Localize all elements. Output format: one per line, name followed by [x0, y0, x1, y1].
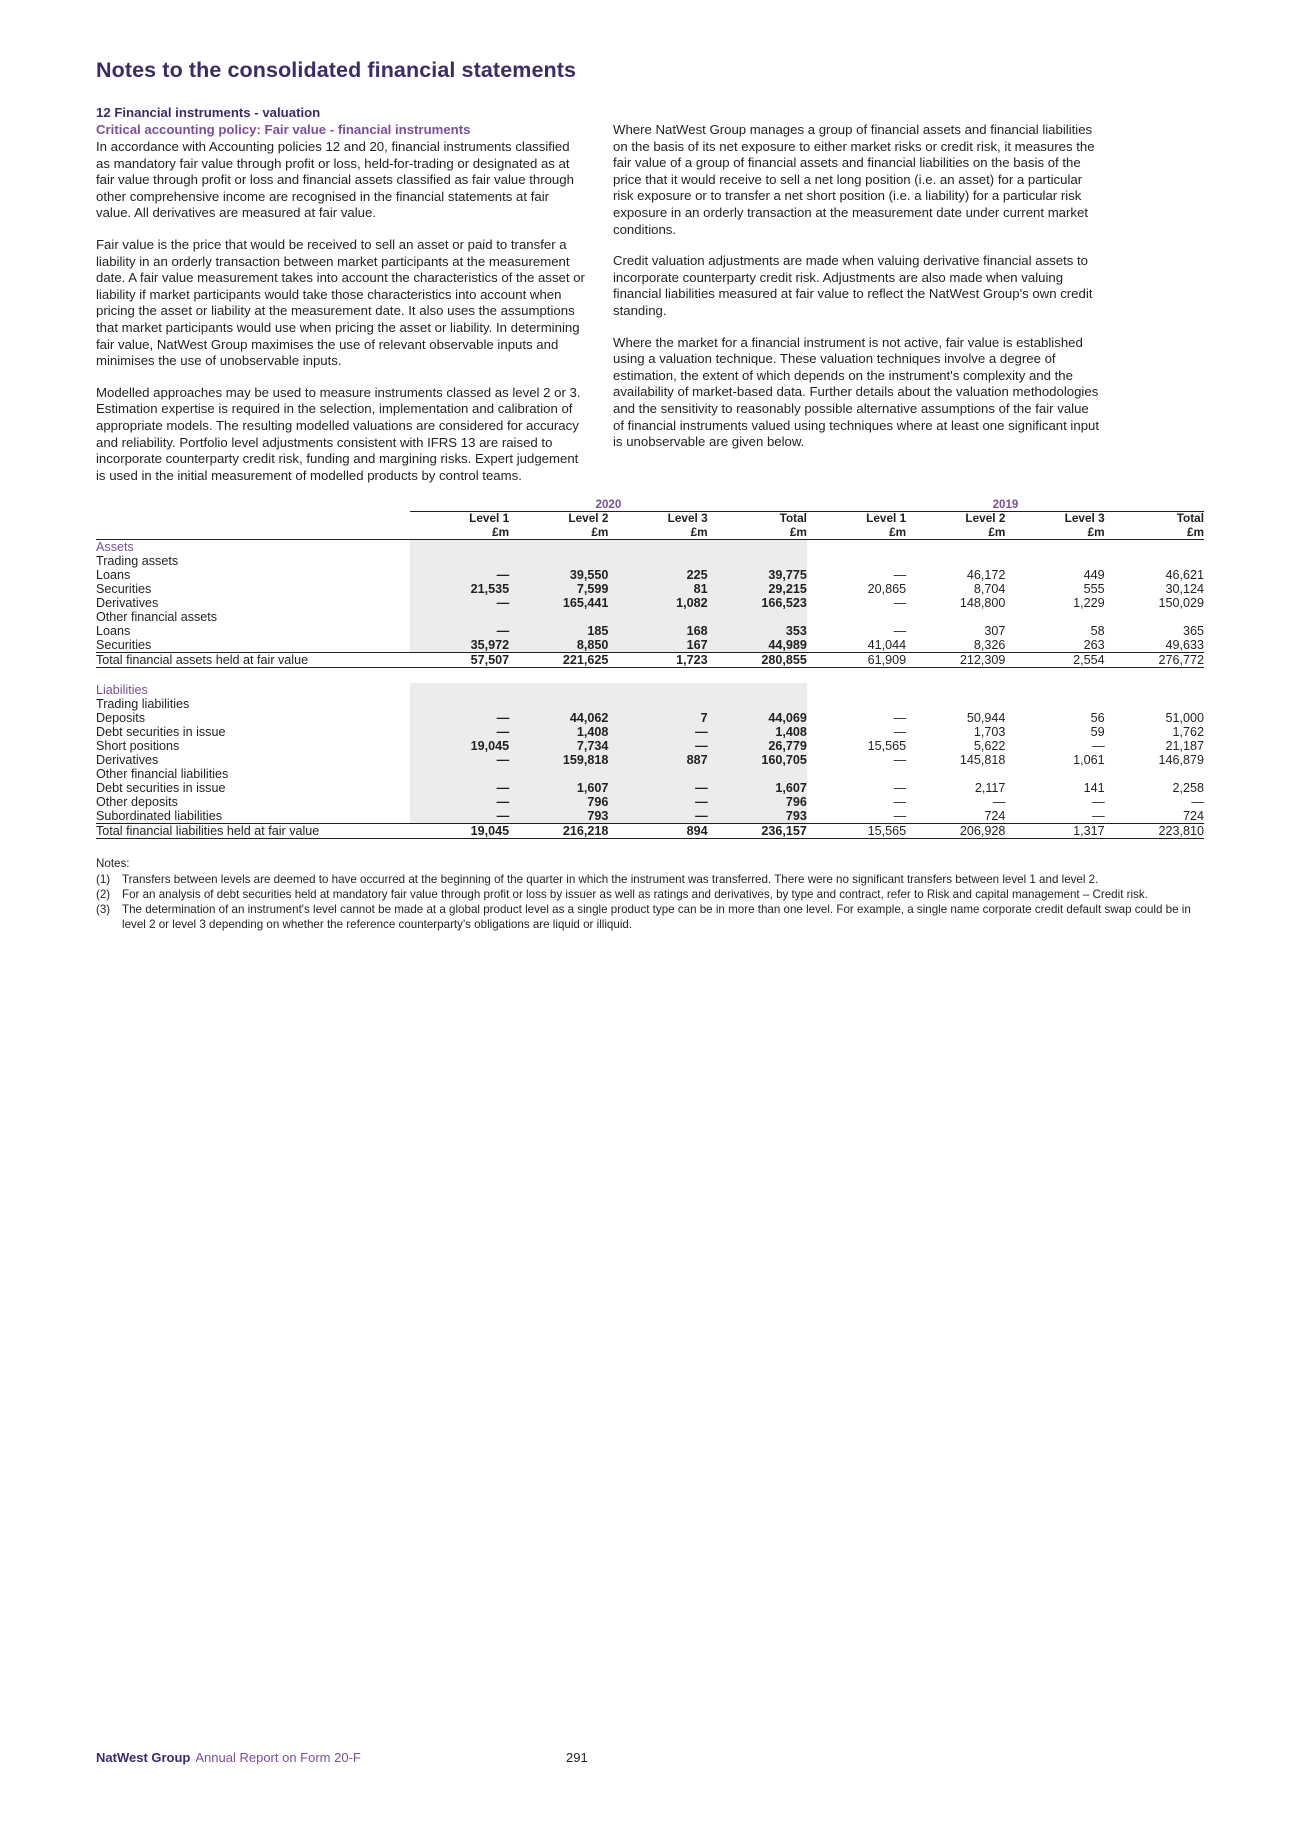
cell: — — [893, 781, 907, 796]
left-column — [96, 122, 585, 484]
page-title: Notes to the consolidated financial statements — [96, 58, 577, 82]
section-subheading: Critical accounting policy: Fair value - financial instruments — [96, 122, 471, 137]
cell: — — [893, 568, 907, 583]
table-section-title-row — [96, 683, 1204, 697]
cell: — — [893, 624, 907, 639]
row-label: Other financial liabilities — [96, 767, 229, 782]
cell: 167 — [608, 638, 707, 653]
cell — [410, 554, 509, 568]
cell: 1,607 — [708, 781, 807, 795]
cell: — — [410, 795, 509, 809]
row-label: Loans — [96, 568, 131, 583]
cell — [807, 767, 906, 781]
cell: 449 — [1083, 568, 1105, 583]
cell — [906, 697, 1005, 711]
total-label: Total financial assets held at fair value — [96, 653, 309, 668]
cell: — — [893, 725, 907, 740]
table-section-title-row — [96, 540, 1204, 555]
total-cell: 894 — [686, 824, 708, 839]
empty-cell — [807, 540, 906, 555]
table-row — [96, 725, 1204, 739]
spacer-cell — [906, 668, 1005, 684]
cell — [410, 767, 509, 781]
cell: 1,607 — [509, 781, 608, 795]
cell: 166,523 — [708, 596, 807, 610]
cell: 8,326 — [973, 638, 1006, 653]
cell: 1,082 — [608, 596, 707, 610]
right-paragraph-2: Credit valuation adjustments are made when valuing derivative financial assets to incorporate counterparty credit risk. Adjustments are also made when valuing financial liabilities measured at fair value to reflect the NatWest Group's own credit standing. — [613, 253, 1093, 318]
table-row — [96, 809, 1204, 824]
cell: 56 — [1090, 711, 1105, 726]
spacer-cell — [410, 668, 509, 684]
cell: — — [608, 809, 707, 824]
cell: — — [410, 753, 509, 767]
cell: 19,045 — [410, 739, 509, 753]
footnote-number: (1) — [96, 872, 111, 886]
cell: 29,215 — [708, 582, 807, 596]
table-column-header-row — [96, 512, 1204, 526]
cell — [608, 610, 707, 624]
cell — [608, 767, 707, 781]
page-footer — [96, 1750, 1204, 1765]
footnote-item — [96, 873, 1204, 887]
footnote-item — [96, 903, 1204, 932]
total-cell: 19,045 — [470, 824, 510, 839]
shade-cell — [708, 683, 807, 697]
col-header-2020-total: Total — [779, 511, 807, 526]
year-header-2020: 2020 — [410, 498, 807, 512]
footnotes — [96, 857, 1204, 932]
row-label: Derivatives — [96, 596, 159, 611]
col-header-2019-total: Total — [1176, 511, 1204, 526]
cell: 49,633 — [1165, 638, 1204, 653]
left-paragraph-3: Modelled approaches may be used to measure instruments classed as level 2 or 3. Estimation expertise is required in the selection, implementation and calibration of appropriate models. The resulting modelled valuations are considered for accuracy and reliability. Portfolio level adjustments consistent with IFRS 13 are raised to incorporate counterparty credit risk, funding and margining risks. Expert judgement is used in the initial measurement of modelled products by control teams. — [96, 384, 581, 483]
cell: 365 — [1182, 624, 1204, 639]
cell: — — [410, 624, 509, 638]
table-row — [96, 554, 1204, 568]
shade-cell — [608, 683, 707, 697]
cell: 44,069 — [708, 711, 807, 725]
cell: 39,775 — [708, 568, 807, 582]
table-row — [96, 582, 1204, 596]
cell: — — [410, 809, 509, 824]
cell: — — [608, 739, 707, 753]
cell — [1005, 697, 1104, 711]
cell: 35,972 — [410, 638, 509, 653]
total-cell: 57,507 — [470, 653, 510, 668]
cell: 7,734 — [509, 739, 608, 753]
cell: — — [410, 596, 509, 610]
cell: — — [1092, 739, 1105, 754]
cell: 353 — [708, 624, 807, 638]
unit-2020-total: £m — [789, 524, 807, 539]
cell: 8,850 — [509, 638, 608, 653]
total-cell: 276,772 — [1158, 653, 1204, 668]
cell: 555 — [1083, 582, 1105, 597]
cell: 21,187 — [1165, 739, 1204, 754]
cell — [509, 554, 608, 568]
right-paragraph-3: Where the market for a financial instrument is not active, fair value is established using a valuation technique. These valuation techniques involve a degree of estimation, the extent of which depends on the instrument's complexity and the availability of market-based data. Further details about the valuation methodologies and the sensitivity to reasonably possible alternative assumptions of the fair value of financial instruments valued using techniques where at least one significant input is unobservable are given below. — [613, 334, 1100, 450]
cell — [509, 610, 608, 624]
footnote-text: Transfers between levels are deemed to have occurred at the beginning of the quarter in which the instrument was transferred. There were no significant transfers between level 1 and level 2. — [122, 872, 1099, 886]
empty-cell — [906, 540, 1005, 555]
footnote-text: For an analysis of debt securities held at mandatory fair value through profit or loss by issuer as well as ratings and derivatives, by type and contract, refer to Risk and capital management – Credit risk. — [122, 887, 1148, 901]
cell: — — [893, 809, 907, 824]
cell — [509, 767, 608, 781]
cell — [509, 697, 608, 711]
cell — [807, 554, 906, 568]
table-year-header-row — [96, 498, 1204, 512]
row-label: Short positions — [96, 739, 180, 754]
year-header-spacer — [96, 498, 410, 512]
cell: — — [893, 753, 907, 768]
unit-2020-level1: £m — [492, 524, 510, 539]
total-cell: 216,218 — [562, 824, 609, 839]
cell — [1005, 767, 1104, 781]
col-header-2020-level2: Level 2 — [568, 511, 609, 526]
row-label: Loans — [96, 624, 131, 639]
table-row — [96, 610, 1204, 624]
table-row — [96, 638, 1204, 653]
cell: — — [893, 711, 907, 726]
cell — [906, 554, 1005, 568]
cell: 796 — [708, 795, 807, 809]
cell: 1,408 — [708, 725, 807, 739]
cell — [410, 697, 509, 711]
total-cell: 212,309 — [959, 653, 1006, 668]
col-header-spacer — [96, 512, 410, 526]
cell: — — [1092, 795, 1105, 810]
cell: 148,800 — [959, 596, 1006, 611]
total-cell: 236,157 — [761, 824, 807, 839]
cell — [1105, 610, 1204, 624]
row-label: Debt securities in issue — [96, 725, 226, 740]
cell: 15,565 — [867, 739, 907, 754]
cell — [1105, 554, 1204, 568]
cell — [608, 554, 707, 568]
cell: 26,779 — [708, 739, 807, 753]
table-row — [96, 596, 1204, 610]
cell: 30,124 — [1165, 582, 1204, 597]
row-label: Trading assets — [96, 554, 179, 569]
shade-cell — [410, 683, 509, 697]
section-title-liabilities: Liabilities — [96, 683, 148, 698]
total-cell: 15,565 — [867, 824, 907, 839]
table-row — [96, 624, 1204, 638]
table-spacer-row — [96, 668, 1204, 684]
cell: 145,818 — [959, 753, 1006, 768]
cell: 168 — [608, 624, 707, 638]
section-heading: 12 Financial instruments - valuation — [96, 105, 321, 120]
spacer-cell — [1105, 668, 1204, 684]
footnote-text: The determination of an instrument's level cannot be made at a global product level as a single product type can be in more than one level. For example, a single name corporate credit default swap could be in level 2 or level 3 depending on whether the reference counterparty's obligations are liquid or illiquid. — [122, 903, 1191, 931]
two-column-body — [96, 122, 1204, 484]
cell: 5,622 — [973, 739, 1006, 754]
total-cell: 223,810 — [1158, 824, 1204, 839]
cell: 2,117 — [974, 781, 1006, 796]
cell: 21,535 — [410, 582, 509, 596]
cell: 887 — [608, 753, 707, 767]
year-header-2019: 2019 — [807, 498, 1204, 512]
spacer-cell — [1005, 668, 1104, 684]
cell: 59 — [1090, 725, 1105, 740]
unit-2019-total: £m — [1186, 524, 1204, 539]
footnote-number: (3) — [96, 903, 111, 917]
col-header-2019-level2: Level 2 — [965, 511, 1006, 526]
shade-cell — [509, 683, 608, 697]
spacer-cell — [807, 668, 906, 684]
cell: 1,762 — [1172, 725, 1204, 740]
cell: 165,441 — [509, 596, 608, 610]
cell — [708, 554, 807, 568]
table-row — [96, 753, 1204, 767]
cell — [1005, 554, 1104, 568]
cell: 307 — [984, 624, 1006, 639]
cell — [608, 697, 707, 711]
cell: 2,258 — [1172, 781, 1204, 796]
row-label: Other deposits — [96, 795, 178, 810]
cell: 46,621 — [1165, 568, 1204, 583]
cell — [708, 697, 807, 711]
cell — [807, 697, 906, 711]
table-unit-row — [96, 526, 1204, 540]
left-paragraph-2: Fair value is the price that would be received to sell an asset or paid to transfer a liability in an orderly transaction between market participants at the measurement date. A fair value measurement takes into account the characteristics of the asset or liability if market participants would take those characteristics into account when pricing the asset or liability at the measurement date. It also uses the assumptions that market participants would use when pricing the asset or liability. In determining fair value, NatWest Group maximises the use of relevant observable inputs and minimises the use of unobservable inputs. — [96, 236, 585, 369]
cell — [906, 767, 1005, 781]
cell: — — [410, 781, 509, 795]
cell: — — [410, 568, 509, 582]
row-label: Trading liabilities — [96, 697, 190, 712]
footer-subtitle: Annual Report on Form 20-F — [195, 1750, 361, 1765]
cell: 793 — [509, 809, 608, 824]
cell: 1,229 — [1073, 596, 1105, 611]
cell: 724 — [984, 809, 1006, 824]
cell: — — [992, 795, 1006, 810]
cell: 44,062 — [509, 711, 608, 725]
row-label: Deposits — [96, 711, 145, 726]
shade-cell — [410, 540, 509, 555]
cell — [708, 610, 807, 624]
table-total-row — [96, 824, 1204, 839]
shade-cell — [509, 540, 608, 555]
fair-value-table — [96, 498, 1204, 839]
cell: 225 — [608, 568, 707, 582]
spacer-cell — [708, 668, 807, 684]
unit-2020-level3: £m — [690, 524, 708, 539]
table-row — [96, 711, 1204, 725]
table-row — [96, 781, 1204, 795]
footer-brand: NatWest Group — [96, 1750, 191, 1765]
cell: — — [608, 725, 707, 739]
shade-cell — [708, 540, 807, 555]
cell: — — [1092, 809, 1105, 824]
cell: — — [1191, 795, 1204, 810]
total-cell: 61,909 — [867, 653, 907, 668]
cell: — — [410, 725, 509, 739]
total-label: Total financial liabilities held at fair value — [96, 824, 320, 839]
unit-2019-level1: £m — [889, 524, 907, 539]
cell: 20,865 — [867, 582, 907, 597]
unit-2019-level3: £m — [1087, 524, 1105, 539]
unit-spacer — [96, 526, 410, 540]
cell: 46,172 — [966, 568, 1006, 583]
total-cell: 2,554 — [1073, 653, 1105, 668]
cell: 39,550 — [509, 568, 608, 582]
cell: 7 — [608, 711, 707, 725]
cell: 1,061 — [1073, 753, 1105, 768]
total-cell: 221,625 — [562, 653, 609, 668]
cell: 44,989 — [708, 638, 807, 653]
cell: 160,705 — [708, 753, 807, 767]
cell: — — [608, 795, 707, 809]
cell — [410, 610, 509, 624]
empty-cell — [807, 683, 906, 697]
col-header-2019-level1: Level 1 — [866, 511, 907, 526]
table-total-row — [96, 653, 1204, 668]
cell: 41,044 — [867, 638, 907, 653]
footnote-number: (2) — [96, 887, 111, 901]
empty-cell — [1105, 540, 1204, 555]
col-header-2020-level1: Level 1 — [469, 511, 510, 526]
unit-2020-level2: £m — [591, 524, 609, 539]
cell: — — [893, 795, 907, 810]
cell — [1005, 610, 1104, 624]
cell — [708, 767, 807, 781]
spacer-cell — [96, 668, 410, 684]
empty-cell — [1005, 540, 1104, 555]
table-row — [96, 739, 1204, 753]
cell: — — [410, 711, 509, 725]
table-row — [96, 697, 1204, 711]
cell: 7,599 — [509, 582, 608, 596]
row-label: Derivatives — [96, 753, 159, 768]
page-number: 291 — [566, 1750, 588, 1765]
table-row — [96, 767, 1204, 781]
cell: 793 — [708, 809, 807, 824]
total-cell: 280,855 — [761, 653, 807, 668]
cell: 150,029 — [1158, 596, 1204, 611]
cell: 1,408 — [509, 725, 608, 739]
cell: 159,818 — [509, 753, 608, 767]
section-title-assets: Assets — [96, 540, 134, 555]
row-label: Other financial assets — [96, 610, 218, 625]
table-row — [96, 568, 1204, 582]
cell: 185 — [509, 624, 608, 638]
spacer-cell — [608, 668, 707, 684]
cell: 50,944 — [966, 711, 1006, 726]
row-label: Debt securities in issue — [96, 781, 226, 796]
empty-cell — [906, 683, 1005, 697]
cell — [1105, 697, 1204, 711]
shade-cell — [608, 540, 707, 555]
unit-2019-level2: £m — [988, 524, 1006, 539]
cell: 796 — [509, 795, 608, 809]
row-label: Securities — [96, 582, 152, 597]
spacer-cell — [509, 668, 608, 684]
total-cell: 1,723 — [676, 653, 708, 668]
cell: 141 — [1083, 781, 1105, 796]
cell: 58 — [1090, 624, 1105, 639]
cell — [807, 610, 906, 624]
table-row — [96, 795, 1204, 809]
cell: 8,704 — [973, 582, 1006, 597]
total-cell: 206,928 — [959, 824, 1006, 839]
total-cell: 1,317 — [1073, 824, 1105, 839]
left-paragraph-1: In accordance with Accounting policies 12 and 20, financial instruments classified as mandatory fair value through profit or loss, held-for-trading or designated as at fair value through profit or loss and financial assets classified as fair value through other comprehensive income are recognised in the financial statements at fair value. All derivatives are measured at fair value. — [96, 139, 574, 221]
cell: — — [608, 781, 707, 795]
col-header-2020-level3: Level 3 — [667, 511, 708, 526]
row-label: Securities — [96, 638, 152, 653]
footnote-item — [96, 888, 1204, 902]
cell: 1,703 — [973, 725, 1006, 740]
col-header-2019-level3: Level 3 — [1064, 511, 1105, 526]
cell: 51,000 — [1165, 711, 1204, 726]
cell: 81 — [608, 582, 707, 596]
cell: — — [893, 596, 907, 611]
cell: 263 — [1083, 638, 1105, 653]
right-paragraph-1: Where NatWest Group manages a group of financial assets and financial liabilities on the basis of its net exposure to either market risks or credit risk, it measures the fair value of a group of financial assets and financial liabilities on the basis of the price that it would receive to sell a net long position (i.e. an asset) for a particular risk exposure or to transfer a net short position (i.e. a liability) for a particular risk exposure in an orderly transaction at the measurement date under current market conditions. — [613, 122, 1095, 237]
row-label: Subordinated liabilities — [96, 809, 223, 824]
cell: 146,879 — [1158, 753, 1204, 768]
cell: 724 — [1182, 809, 1204, 824]
empty-cell — [1105, 683, 1204, 697]
right-column — [613, 122, 1102, 451]
footnotes-heading: Notes: — [96, 857, 130, 871]
cell — [1105, 767, 1204, 781]
cell — [906, 610, 1005, 624]
empty-cell — [1005, 683, 1104, 697]
